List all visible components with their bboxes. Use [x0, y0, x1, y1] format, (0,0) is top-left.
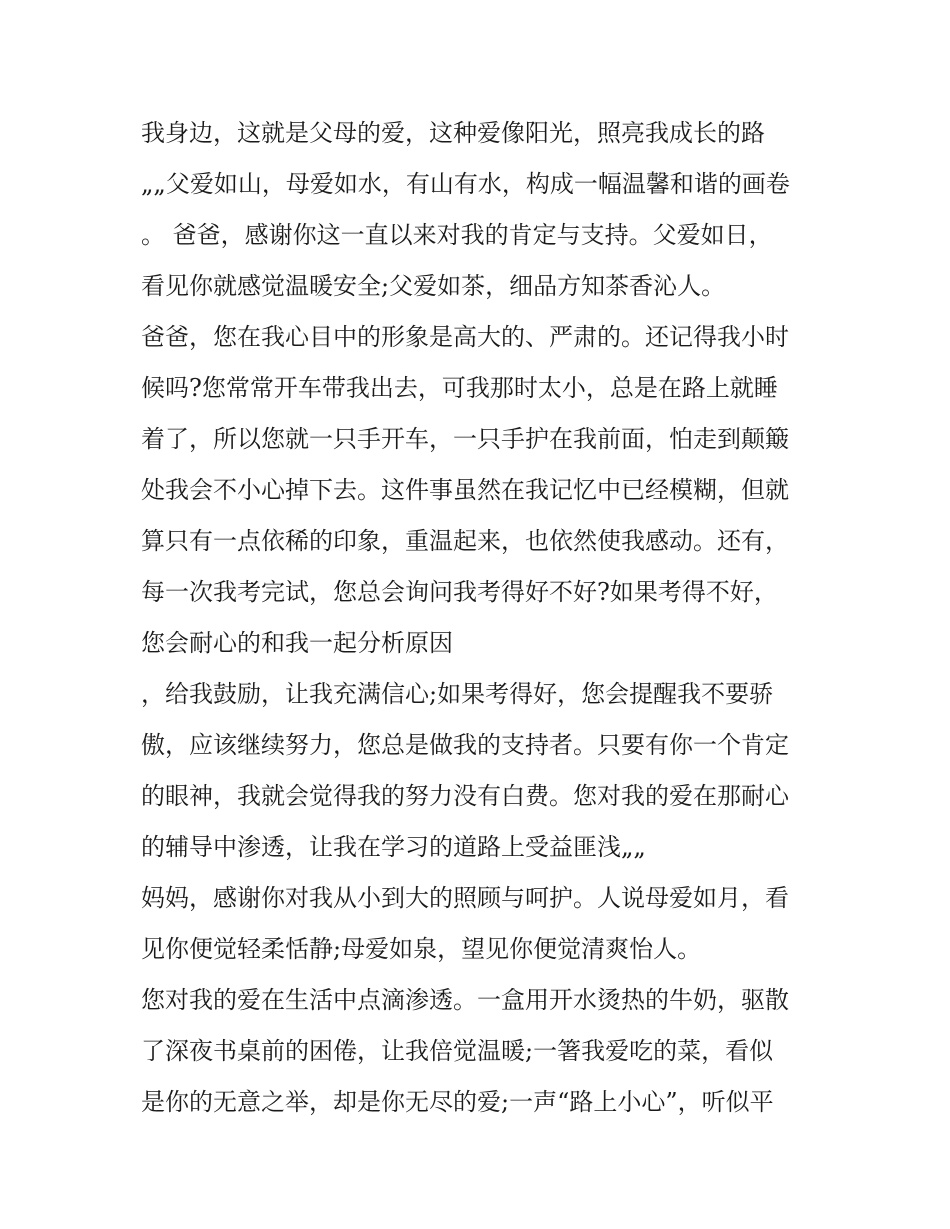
text-line: 候吗?您常常开车带我出去，可我那时太小，总是在路上就睡 — [141, 374, 778, 402]
text-line: 每一次我考完试，您总会询问我考得好不好?如果考得不好， — [141, 578, 778, 606]
text-line: 我身边，这就是父母的爱，这种爱像阳光，照亮我成长的路 — [141, 119, 765, 147]
text-line: 看见你就感觉温暖安全;父爱如茶，细品方知茶香沁人。 — [141, 272, 726, 300]
text-line: ，给我鼓励，让我充满信心;如果考得好，您会提醒我不要骄 — [141, 680, 774, 708]
text-line: „„父爱如山，母爱如水，有山有水，构成一幅温馨和谐的画卷 — [141, 170, 790, 198]
text-line: 傲，应该继续努力，您总是做我的支持者。只要有你一个肯定 — [141, 731, 789, 759]
text-line: 。 爸爸，感谢你这一直以来对我的肯定与支持。父爱如日， — [141, 221, 773, 249]
text-line: 的眼神，我就会觉得我的努力没有白费。您对我的爱在那耐心 — [141, 782, 789, 810]
body-text — [141, 108, 821, 1128]
text-line: 算只有一点依稀的印象，重温起来，也依然使我感动。还有， — [141, 527, 789, 555]
text-line: 了深夜书桌前的困倦，让我倍觉温暖;一箸我爱吃的菜，看似 — [141, 1037, 774, 1065]
text-line: 处我会不小心掉下去。这件事虽然在我记忆中已经模糊，但就 — [141, 476, 789, 504]
text-line: 您对我的爱在生活中点滴渗透。一盒用开水烫热的牛奶，驱散 — [141, 986, 789, 1014]
text-line: 爸爸，您在我心目中的形象是高大的、严肃的。还记得我小时 — [141, 323, 789, 351]
text-line: 是你的无意之举，却是你无尽的爱;一声“路上小心”，听似平 — [141, 1088, 774, 1116]
text-line: 的辅导中渗透，让我在学习的道路上受益匪浅„„ — [141, 833, 646, 861]
text-line: 见你便觉轻柔恬静;母爱如泉，望见你便觉清爽怡人。 — [141, 935, 702, 963]
text-line: 着了，所以您就一只手开车，一只手护在我前面，怕走到颠簸 — [141, 425, 789, 453]
text-line: 您会耐心的和我一起分析原因 — [141, 629, 453, 657]
text-line: 妈妈，感谢你对我从小到大的照顾与呵护。人说母爱如月，看 — [141, 884, 789, 912]
